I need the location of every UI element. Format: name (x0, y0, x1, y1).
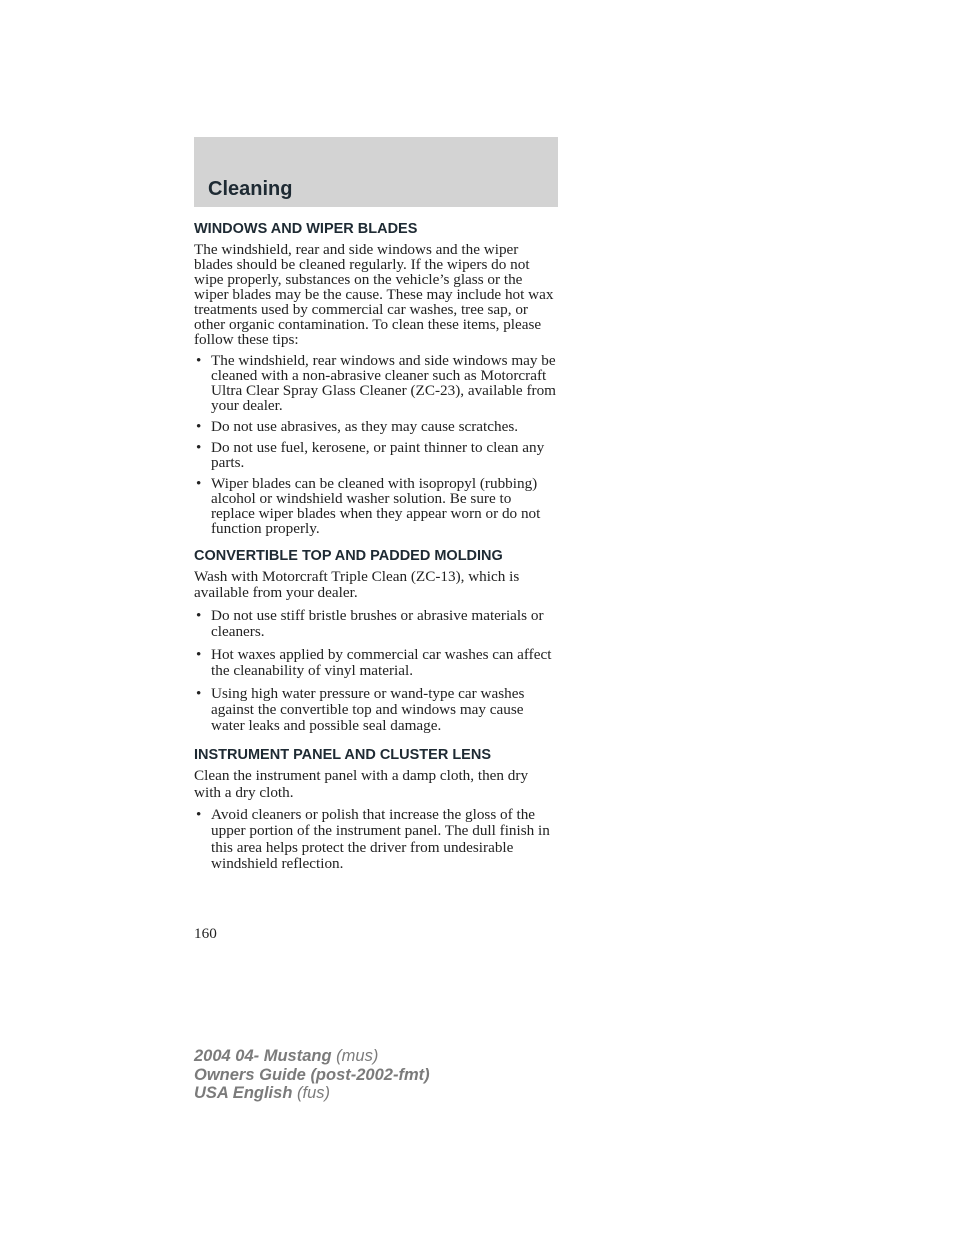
list-item: • Do not use fuel, kerosene, or paint thinner to clean any parts. (194, 440, 558, 470)
section-heading: CONVERTIBLE TOP AND PADDED MOLDING (194, 548, 503, 564)
section-instrument-panel (194, 747, 558, 872)
section-convertible-top (194, 548, 558, 734)
page-title: Cleaning (208, 178, 293, 200)
list-item: • Avoid cleaners or polish that increase the gloss of the upper portion of the instrument panel. The dull finish in this area helps protect the driver from undesirable windshield reflection. (194, 807, 558, 872)
section-heading: WINDOWS AND WIPER BLADES (194, 221, 418, 237)
footer-line-guide (194, 1066, 430, 1085)
footer-model-code: (mus) (336, 1047, 379, 1065)
footer-line-model (194, 1047, 430, 1066)
footer-model: 2004 04- Mustang (194, 1047, 332, 1065)
list-item: • Wiper blades can be cleaned with isopropyl (rubbing) alcohol or windshield washer solution. Be sure to replace wiper blades when they appear worn or do not function properly. (194, 476, 558, 536)
section-intro: Wash with Motorcraft Triple Clean (ZC-13), which is available from your dealer. (194, 568, 520, 601)
bullet-list (194, 608, 558, 734)
document-footer (194, 1047, 430, 1103)
list-item: • The windshield, rear windows and side windows may be cleaned with a non-abrasive cleaner such as Motorcraft Ultra Clear Spray Glass Cleaner (ZC-23), available from your dealer. (194, 353, 558, 413)
section-intro: The windshield, rear and side windows and the wiper blades should be cleaned regularly. If the wipers do not wipe properly, substances on the vehicle’s glass or the wiper blades may be the cause. These may include hot wax treatments used by commercial car washes, tree sap, or other organic contamination. To clean these items, please follow these tips: (194, 241, 554, 348)
section-heading: INSTRUMENT PANEL AND CLUSTER LENS (194, 747, 491, 763)
list-item: • Using high water pressure or wand-type car washes against the convertible top and windows may cause water leaks and possible seal damage. (194, 686, 558, 734)
footer-language: USA English (194, 1084, 293, 1102)
page-number: 160 (194, 925, 217, 942)
footer-line-language (194, 1084, 430, 1103)
footer-language-code: (fus) (297, 1084, 330, 1102)
list-item: • Do not use stiff bristle brushes or abrasive materials or cleaners. (194, 608, 558, 640)
section-windows-wiper-blades (194, 221, 558, 536)
bullet-list (194, 353, 558, 536)
list-item: • Do not use abrasives, as they may cause scratches. (194, 419, 558, 434)
list-item: • Hot waxes applied by commercial car washes can affect the cleanability of vinyl material. (194, 647, 558, 679)
section-intro: Clean the instrument panel with a damp cloth, then dry with a dry cloth. (194, 767, 529, 801)
page-content (194, 221, 558, 872)
bullet-list (194, 807, 558, 872)
footer-guide: Owners Guide (post-2002-fmt) (194, 1065, 430, 1084)
section-header-band (194, 137, 558, 207)
